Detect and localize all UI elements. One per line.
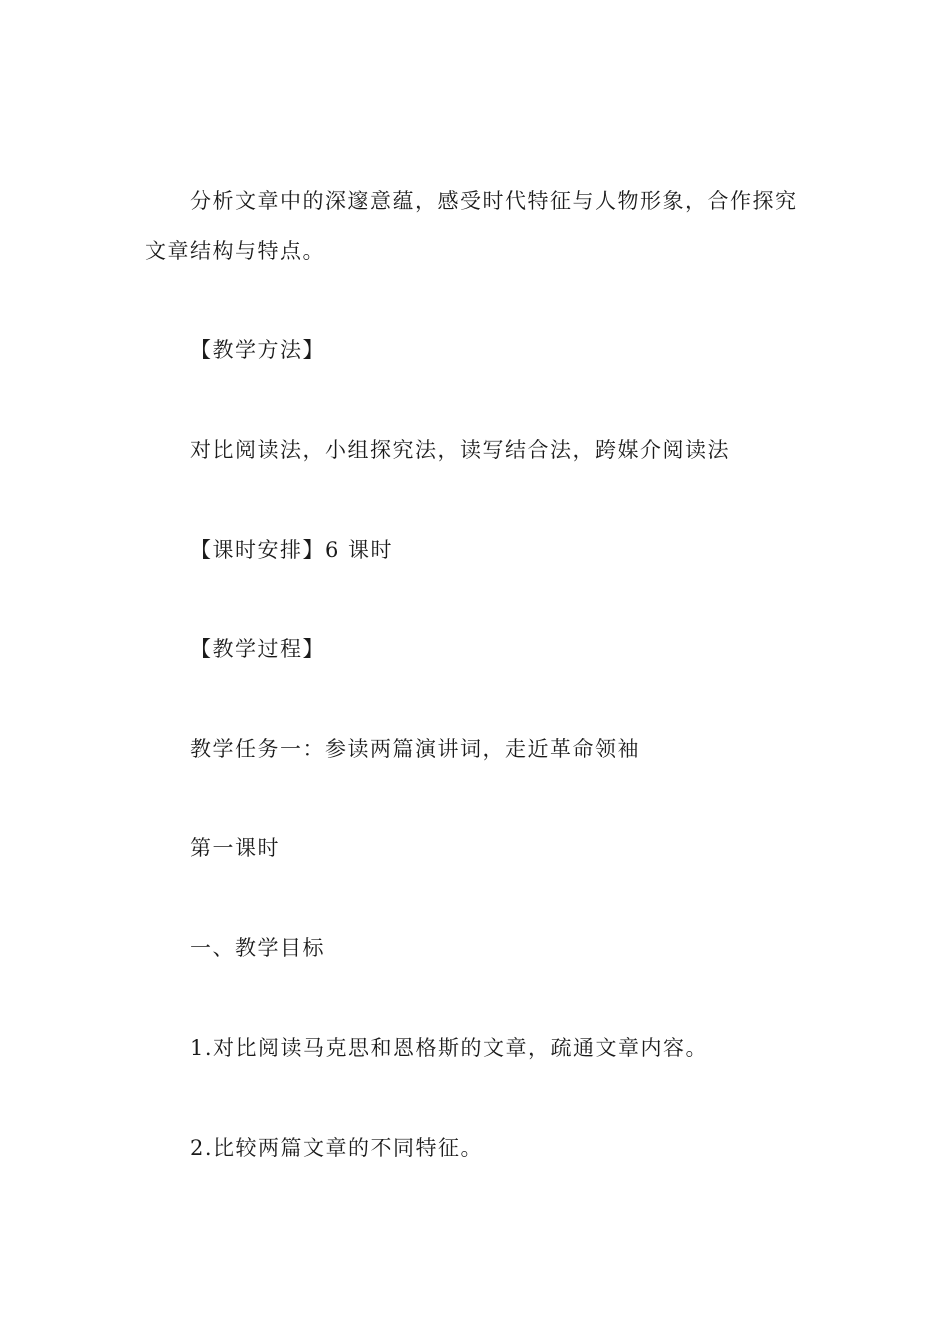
paragraph-goal-line-2: 文章结构与特点。 [145, 239, 325, 263]
heading-teaching-methods: 【教学方法】 [190, 338, 325, 362]
paragraph-goal [145, 176, 810, 276]
objective-item-1: 1.对比阅读马克思和恩格斯的文章，疏通文章内容。 [190, 1036, 709, 1060]
heading-schedule: 【课时安排】6 课时 [190, 538, 394, 562]
objectives-heading: 一、教学目标 [190, 936, 325, 960]
objective-item-2: 2.比较两篇文章的不同特征。 [190, 1136, 484, 1160]
teaching-methods-text: 对比阅读法，小组探究法，读写结合法，跨媒介阅读法 [190, 438, 730, 462]
heading-teaching-process: 【教学过程】 [190, 637, 325, 661]
teaching-task-one: 教学任务一：参读两篇演讲词，走近革命领袖 [190, 737, 640, 761]
paragraph-goal-line-1: 分析文章中的深邃意蕴，感受时代特征与人物形象，合作探究 [190, 189, 798, 213]
lesson-one-heading: 第一课时 [190, 836, 280, 860]
